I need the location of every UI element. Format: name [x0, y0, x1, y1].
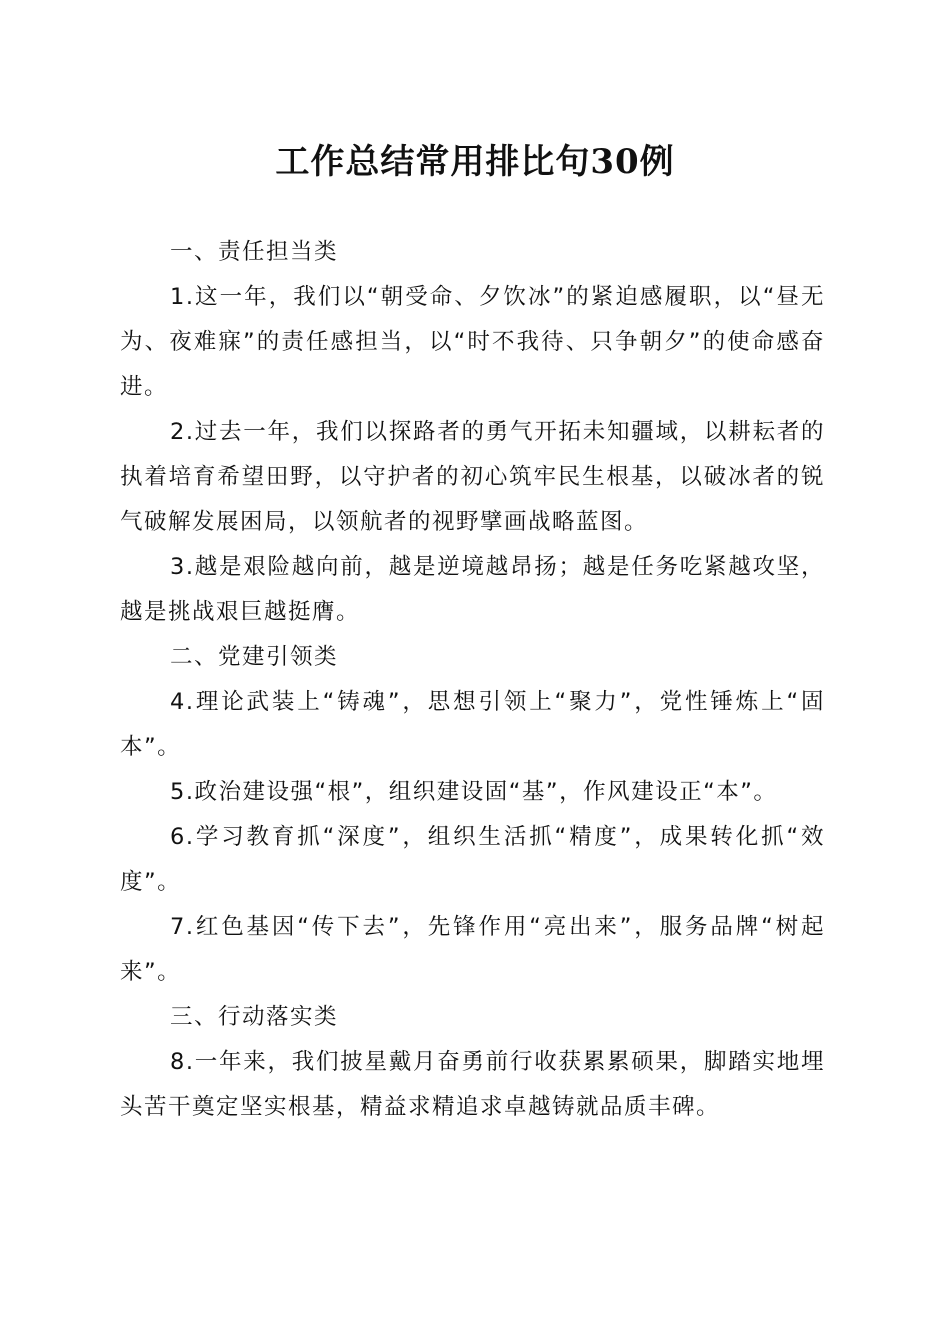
document-body	[120, 230, 825, 1130]
paragraph: 2.过去一年，我们以探路者的勇气开拓未知疆域，以耕耘者的执着培育希望田野，以守护者的初心筑牢民生根基，以破冰者的锐气破解发展困局，以领航者的视野擘画战略蓝图。	[120, 419, 825, 535]
section-implementation	[120, 995, 825, 1130]
section-heading: 一、责任担当类	[170, 239, 339, 265]
paragraph: 5.政治建设强“根”，组织建设固“基”，作风建设正“本”。	[170, 779, 778, 805]
paragraph: 1.这一年，我们以“朝受命、夕饮冰”的紧迫感履职，以“昼无为、夜难寐”的责任感担当，以“时不我待、只争朝夕”的使命感奋进。	[120, 284, 825, 400]
paragraph: 6.学习教育抓“深度”，组织生活抓“精度”，成果转化抓“效度”。	[120, 824, 825, 895]
section-responsibility	[120, 230, 825, 635]
paragraph: 8.一年来，我们披星戴月奋勇前行收获累累硕果，脚踏实地埋头苦干奠定坚实根基，精益求精追求卓越铸就品质丰碑。	[120, 1049, 825, 1120]
paragraph: 7.红色基因“传下去”，先锋作用“亮出来”，服务品牌“树起来”。	[120, 914, 825, 985]
section-party-building	[120, 635, 825, 995]
paragraph: 3.越是艰险越向前，越是逆境越昂扬；越是任务吃紧越攻坚，越是挑战艰巨越挺膺。	[120, 554, 825, 625]
paragraph: 4.理论武装上“铸魂”，思想引领上“聚力”，党性锤炼上“固本”。	[120, 689, 825, 760]
section-heading: 三、行动落实类	[170, 1004, 339, 1030]
page-title: 工作总结常用排比句30例	[275, 142, 675, 182]
section-heading: 二、党建引领类	[170, 644, 339, 670]
